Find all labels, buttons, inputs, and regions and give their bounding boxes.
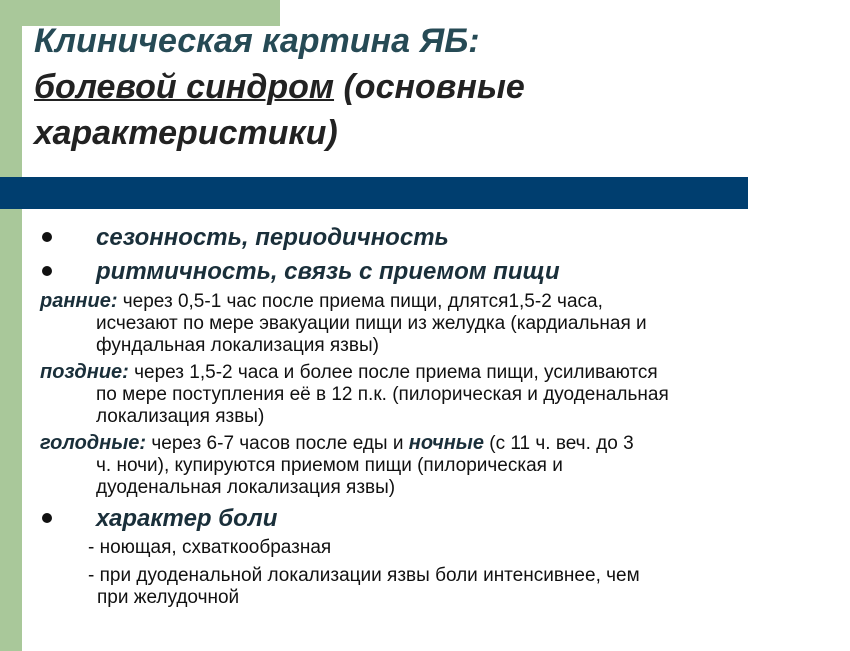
hungry-line-3: дуоденальная локализация язвы) xyxy=(96,477,396,498)
slide-body xyxy=(0,222,850,609)
slide-title xyxy=(34,18,824,156)
title-divider-bar xyxy=(0,177,748,209)
early-pain-paragraph xyxy=(0,290,850,357)
dash-item-2-line-2: при желудочной xyxy=(97,587,240,608)
early-text-1: через 0,5-1 час после приема пищи, длятся1,5-2 часа, xyxy=(117,291,603,312)
title-underlined-phrase: болевой синдром xyxy=(34,68,335,106)
bullet-dot-icon xyxy=(42,232,52,242)
late-text-1: через 1,5-2 часа и более после приема пищи, усиливаются xyxy=(128,362,658,383)
bullet-text: ритмичность, связь с приемом пищи xyxy=(96,258,560,285)
dash-item-1: - ноющая, схваткообразная xyxy=(88,537,332,558)
bullet-item xyxy=(0,503,850,537)
title-line-3: характеристики) xyxy=(34,114,338,152)
early-line-1 xyxy=(40,290,850,313)
night-term: ночные xyxy=(408,432,485,454)
hungry-line-1 xyxy=(40,432,850,455)
bullet-text: характер боли xyxy=(96,505,278,532)
title-line-2 xyxy=(34,64,824,110)
hungry-text-1a: через 6-7 часов после еды и xyxy=(146,433,409,454)
hungry-pain-paragraph xyxy=(0,432,850,499)
title-line-2-rest: (основные xyxy=(334,68,525,106)
hungry-line-2: ч. ночи), купируются приемом пищи (пилорическая и xyxy=(96,455,563,476)
hungry-text-1b: (с 11 ч. веч. до 3 xyxy=(484,433,634,454)
bullet-text: сезонность, периодичность xyxy=(96,224,449,251)
early-term: ранние: xyxy=(40,290,118,312)
early-line-2: исчезают по мере эвакуации пищи из желудка (кардиальная и xyxy=(96,313,647,334)
title-line-1: Клиническая картина ЯБ: xyxy=(34,22,480,60)
late-line-2: по мере поступления её в 12 п.к. (пилорическая и дуоденальная xyxy=(96,384,669,405)
early-line-3: фундальная локализация язвы) xyxy=(96,335,379,356)
bullet-dot-icon xyxy=(42,266,52,276)
late-term: поздние: xyxy=(40,361,129,383)
bullet-dot-icon xyxy=(42,513,52,523)
late-pain-paragraph xyxy=(0,361,850,428)
late-line-3: локализация язвы) xyxy=(96,406,265,427)
dash-list xyxy=(0,537,850,609)
bullet-item xyxy=(0,222,850,256)
hungry-term: голодные: xyxy=(40,432,147,454)
bullet-item xyxy=(0,256,850,290)
late-line-1 xyxy=(40,361,850,384)
dash-item-2-line-1: - при дуоденальной локализации язвы боли интенсивнее, чем xyxy=(88,565,640,586)
